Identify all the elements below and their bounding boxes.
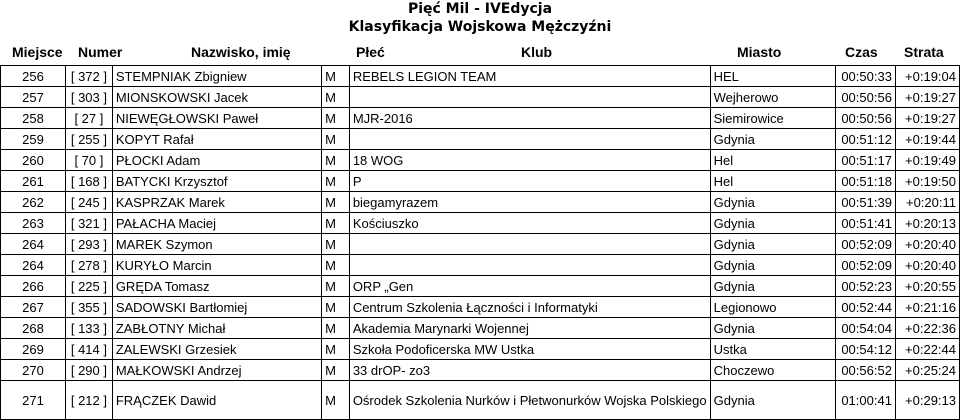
cell-city: Siemirowice [710,108,835,129]
cell-loss: +0:20:40 [895,255,959,276]
cell-place: 266 [1,276,66,297]
header-time: Czas [845,44,878,60]
cell-club [349,234,710,255]
cell-name: ZALEWSKI Grzesiek [112,339,321,360]
cell-time: 00:50:56 [835,108,895,129]
cell-loss: +0:22:36 [895,318,959,339]
cell-name: FRĄCZEK Dawid [112,381,321,420]
cell-number: [ 293 ] [66,234,113,255]
cell-place: 259 [1,129,66,150]
cell-place: 264 [1,234,66,255]
cell-city: Legionowo [710,297,835,318]
header-place: Miejsce [12,44,63,60]
cell-loss: +0:19:50 [895,171,959,192]
cell-sex: M [322,276,350,297]
cell-club: 18 WOG [349,150,710,171]
cell-number: [ 278 ] [66,255,113,276]
cell-city: Gdynia [710,276,835,297]
table-row [1,318,960,339]
cell-place: 264 [1,255,66,276]
cell-number: [ 414 ] [66,339,113,360]
cell-loss: +0:21:16 [895,297,959,318]
cell-name: MAREK Szymon [112,234,321,255]
cell-place: 262 [1,192,66,213]
cell-city: Gdynia [710,213,835,234]
cell-time: 00:51:17 [835,150,895,171]
cell-sex: M [322,381,350,420]
cell-time: 00:51:18 [835,171,895,192]
cell-number: [ 133 ] [66,318,113,339]
cell-name: KOPYT Rafał [112,129,321,150]
cell-loss: +0:22:44 [895,339,959,360]
cell-place: 256 [1,66,66,87]
header-city: Miasto [737,44,782,60]
cell-place: 258 [1,108,66,129]
cell-name: MIONSKOWSKI Jacek [112,87,321,108]
cell-loss: +0:20:11 [895,192,959,213]
cell-club: ORP „Gen [349,276,710,297]
cell-loss: +0:20:55 [895,276,959,297]
cell-number: [ 372 ] [66,66,113,87]
cell-club: MJR-2016 [349,108,710,129]
cell-sex: M [322,108,350,129]
cell-loss: +0:19:49 [895,150,959,171]
table-row [1,66,960,87]
cell-loss: +0:19:04 [895,66,959,87]
cell-sex: M [322,360,350,381]
cell-place: 267 [1,297,66,318]
cell-club: 33 drOP- zo3 [349,360,710,381]
table-row [1,297,960,318]
cell-name: BATYCKI Krzysztof [112,171,321,192]
cell-number: [ 225 ] [66,276,113,297]
cell-time: 00:52:09 [835,234,895,255]
cell-club: Szkoła Podoficerska MW Ustka [349,339,710,360]
cell-place: 261 [1,171,66,192]
cell-city: Hel [710,150,835,171]
cell-city: Gdynia [710,234,835,255]
cell-club: Ośrodek Szkolenia Nurków i Płetwonurków Wojska Polskiego [349,381,710,420]
cell-time: 00:50:56 [835,87,895,108]
table-header [0,42,960,62]
cell-sex: M [322,150,350,171]
cell-name: ZABŁOTNY Michał [112,318,321,339]
cell-place: 268 [1,318,66,339]
cell-place: 271 [1,381,66,420]
table-row [1,360,960,381]
cell-loss: +0:19:27 [895,108,959,129]
cell-sex: M [322,192,350,213]
cell-time: 00:54:04 [835,318,895,339]
cell-city: Hel [710,171,835,192]
table-row [1,255,960,276]
cell-club [349,255,710,276]
cell-time: 00:51:41 [835,213,895,234]
cell-place: 270 [1,360,66,381]
cell-time: 00:52:44 [835,297,895,318]
table-row [1,213,960,234]
cell-sex: M [322,171,350,192]
cell-time: 00:51:39 [835,192,895,213]
cell-number: [ 303 ] [66,87,113,108]
cell-number: [ 290 ] [66,360,113,381]
page-subtitle: Klasyfikacja Wojskowa Mężczyźni [348,19,612,35]
cell-place: 257 [1,87,66,108]
header-sex: Płeć [356,44,385,60]
table-row [1,171,960,192]
cell-city: Wejherowo [710,87,835,108]
cell-loss: +0:19:27 [895,87,959,108]
table-row [1,87,960,108]
cell-place: 260 [1,150,66,171]
cell-number: [ 212 ] [66,381,113,420]
table-row [1,234,960,255]
cell-time: 00:56:52 [835,360,895,381]
table-row [1,150,960,171]
cell-name: KURYŁO Marcin [112,255,321,276]
cell-city: Gdynia [710,192,835,213]
results-table [0,65,960,420]
header-loss: Strata [904,44,944,60]
table-row [1,381,960,420]
header-number: Numer [78,44,123,60]
cell-city: Gdynia [710,318,835,339]
cell-club [349,129,710,150]
cell-number: [ 255 ] [66,129,113,150]
table-row [1,276,960,297]
cell-time: 00:52:09 [835,255,895,276]
page-title: Pięć Mil - IVEdycja [407,1,553,17]
header-club: Klub [521,44,553,60]
cell-city: Gdynia [710,255,835,276]
cell-sex: M [322,297,350,318]
cell-time: 00:50:33 [835,66,895,87]
cell-loss: +0:29:13 [895,381,959,420]
cell-club: P [349,171,710,192]
cell-number: [ 355 ] [66,297,113,318]
cell-club: Akademia Marynarki Wojennej [349,318,710,339]
table-row [1,339,960,360]
cell-sex: M [322,213,350,234]
table-row [1,108,960,129]
cell-club [349,87,710,108]
cell-name: STEMPNIAK Zbigniew [112,66,321,87]
cell-name: SADOWSKI Bartłomiej [112,297,321,318]
cell-loss: +0:20:40 [895,234,959,255]
table-row [1,192,960,213]
cell-number: [ 245 ] [66,192,113,213]
cell-loss: +0:20:13 [895,213,959,234]
cell-number: [ 27 ] [66,108,113,129]
cell-club: biegamyrazem [349,192,710,213]
cell-city: Gdynia [710,381,835,420]
cell-time: 01:00:41 [835,381,895,420]
cell-city: Ustka [710,339,835,360]
cell-sex: M [322,234,350,255]
cell-name: PAŁACHA Maciej [112,213,321,234]
cell-place: 269 [1,339,66,360]
cell-club: REBELS LEGION TEAM [349,66,710,87]
cell-name: PŁOCKI Adam [112,150,321,171]
cell-sex: M [322,87,350,108]
cell-sex: M [322,318,350,339]
table-row [1,129,960,150]
cell-city: Choczewo [710,360,835,381]
cell-sex: M [322,129,350,150]
cell-name: KASPRZAK Marek [112,192,321,213]
cell-number: [ 70 ] [66,150,113,171]
cell-time: 00:54:12 [835,339,895,360]
cell-loss: +0:19:44 [895,129,959,150]
results-body [1,66,960,420]
cell-place: 263 [1,213,66,234]
cell-name: MAŁKOWSKI Andrzej [112,360,321,381]
cell-city: Gdynia [710,129,835,150]
header-name: Nazwisko, imię [191,44,291,60]
cell-city: HEL [710,66,835,87]
cell-sex: M [322,255,350,276]
cell-name: GRĘDA Tomasz [112,276,321,297]
cell-sex: M [322,339,350,360]
cell-club: Kościuszko [349,213,710,234]
cell-time: 00:51:12 [835,129,895,150]
cell-number: [ 321 ] [66,213,113,234]
document-titles [0,0,960,36]
cell-name: NIEWĘGŁOWSKI Paweł [112,108,321,129]
cell-club: Centrum Szkolenia Łączności i Informatyki [349,297,710,318]
cell-sex: M [322,66,350,87]
cell-time: 00:52:23 [835,276,895,297]
cell-number: [ 168 ] [66,171,113,192]
cell-loss: +0:25:24 [895,360,959,381]
